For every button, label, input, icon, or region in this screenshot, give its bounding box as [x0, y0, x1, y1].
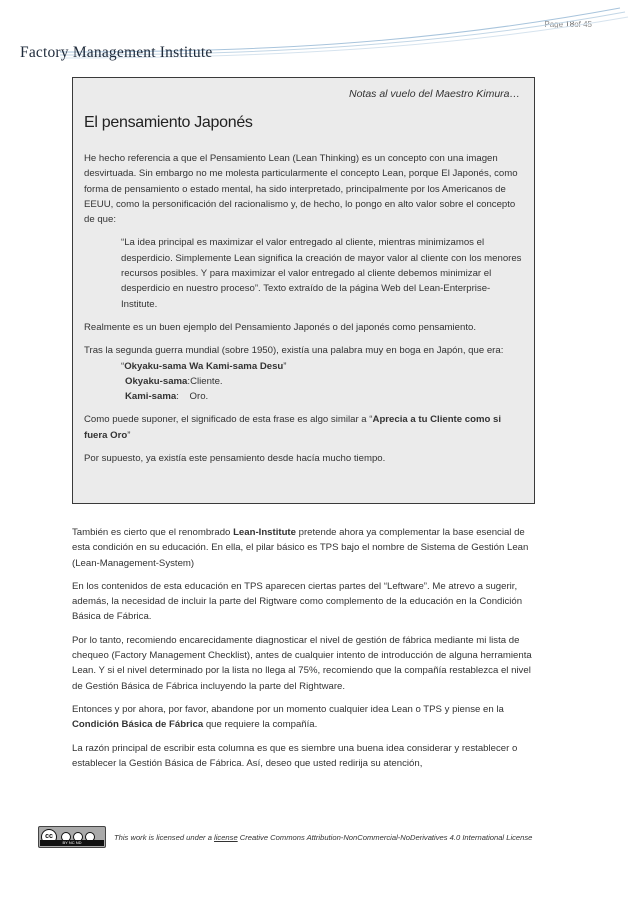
paragraph: Entonces y por ahora, por favor, abandone por un momento cualquier idea Lean o TPS y piense en la Condición Básica de Fábrica que requiere la compañía. [72, 703, 504, 731]
term-line: Okyaku-sama:Cliente. [125, 375, 223, 387]
box-paragraph: He hecho referencia a que el Pensamiento Lean (Lean Thinking) es un concepto con una imagen desvirtuada. Sin embargo no me molesta particularmente el concepto Lean, porque El Japonés, como forma de pensamiento o estado mental, ha sido interpretado, principalmente por los Americanos de EEUU, como la personificación del racionalismo y, de hecho, lo pongo en alto valor sobre el concepto de que: [84, 153, 518, 226]
cc-badge-bar: BY NC ND [40, 840, 104, 846]
box-title: El pensamiento Japonés [84, 114, 253, 131]
box-note: Notas al vuelo del Maestro Kimura… [349, 88, 520, 100]
paragraph: En los contenidos de esta educación en TPS aparecen ciertas partes del “Leftware”. Me atrevo a sugerir, además, la necesidad de incluir la parte del Rigtware como complemento de la educación en la Condición Básica de Fábrica. [72, 580, 523, 623]
box-paragraph: Como puede suponer, el significado de esta frase es algo similar a “Aprecia a tu Cliente como si fuera Oro” [84, 414, 502, 441]
license-link[interactable]: license [214, 833, 238, 842]
license-icons [61, 829, 105, 839]
license-text: This work is licensed under a license Creative Commons Attribution-NonCommercial-NoDerivatives 4.0 International License [114, 833, 533, 842]
term-line: Kami-sama: Oro. [125, 391, 209, 403]
paragraph: Por lo tanto, recomiendo encarecidamente diagnosticar el nivel de gestión de fábrica mediante mi lista de chequeo (Factory Management Checklist), antes de cualquier intento de introducción de alguna herramienta Lean. Y si el nivel determinado por la lista no llega al 75%, recomiendo que la compañía restablezca el nivel de Gestión Básica de Fábrica incluyendo la parte del Rightware. [72, 634, 532, 692]
box-quote: “La idea principal es maximizar el valor entregado al cliente, mientras minimizamos el desperdicio. Simplemente Lean significa la creación de mayor valor al cliente con los menores recursos posibles. Y para maximizar el valor entregado al cliente debemos minimizar el desperdicio en nuestro proceso”. Texto extraído de la página Web del Lean-Enterprise-Institute. [121, 237, 522, 310]
box-paragraph: Tras la segunda guerra mundial (sobre 1950), existía una palabra muy en boga en Japón, que era: “Okyaku-sama Wa Kami-sama Desu” Okyaku-sama:Cliente. Kami-sama: Oro. [84, 345, 504, 403]
box-paragraph: Por supuesto, ya existía este pensamiento desde hacía mucho tiempo. [84, 453, 386, 465]
sidebar-note-box [72, 77, 535, 504]
cc-license-badge[interactable] [38, 826, 106, 848]
box-body [84, 151, 524, 474]
footer [38, 826, 598, 850]
box-paragraph: Realmente es un buen ejemplo del Pensamiento Japonés o del japonés como pensamiento. [84, 321, 476, 333]
cc-icon: cc [41, 829, 57, 845]
phrase-line: “Okyaku-sama Wa Kami-sama Desu” [121, 360, 287, 372]
paragraph: También es cierto que el renombrado Lean-Institute pretende ahora ya complementar la base esencial de esta condición en su educación. En ella, el pilar básico es TPS bajo el nombre de Sistema de Gestión Lean (Lean-Management-System) [72, 527, 529, 569]
company-logo: Factory Management Institute [20, 44, 213, 61]
paragraph: La razón principal de escribir esta columna es que es siembre una buena idea considerar y restablecer o establecer la Gestión Básica de Fábrica. Así, deseo que usted redirija su atención, [72, 742, 518, 769]
page-number: Page 18of 45 [544, 20, 592, 29]
main-text [72, 525, 538, 779]
header-swoosh [0, 0, 638, 80]
